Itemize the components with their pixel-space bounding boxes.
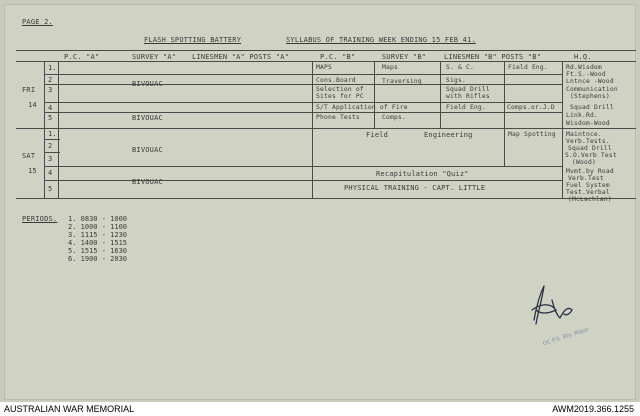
cell-sat-hq-10: (McLachlan) — [568, 196, 612, 203]
rule-sat-4 — [44, 180, 562, 181]
cell-sat-hq-8: Fuel System — [566, 182, 610, 189]
cell-sat-hq-9: Test.Verbal — [566, 189, 610, 196]
cell-linb-3b: with Rifles — [446, 93, 490, 100]
cell-posts-4: Comps.or.J.D — [507, 104, 555, 111]
slot-number: 2 — [48, 76, 53, 84]
cell-sat-hq-1: Maintnce. — [566, 131, 602, 138]
rule-col-slot — [58, 61, 59, 198]
cell-fri-bivouac-b: BIVOUAC — [132, 114, 163, 122]
cell-posts-1: Field Eng. — [508, 64, 548, 71]
cell-pcb-3b: Sites for PC — [316, 93, 364, 100]
cell-pcb-4: S/T Application of Fire — [316, 104, 408, 111]
cell-sat-hq-3: Squad Drill — [568, 145, 612, 152]
day-sat: SAT — [22, 152, 36, 160]
cell-survb-2: Traversing — [382, 78, 422, 85]
signature — [526, 280, 586, 332]
rule-sat-2 — [44, 152, 60, 153]
cell-pcb-1: MAPS — [316, 64, 332, 71]
slot-number: 4 — [48, 169, 53, 177]
cell-sat-field: Field — [366, 131, 389, 139]
slot-number: 5 — [48, 185, 53, 193]
rule-fri-1 — [44, 74, 562, 75]
rule-fri-3 — [44, 102, 562, 103]
cell-sat-bivouac-a: BIVOUAC — [132, 146, 163, 154]
header-survey-b: SURVEY "B" — [382, 53, 427, 61]
cell-hq-5: Wisdom-Wood — [566, 120, 610, 127]
period-item: 3. 1115 - 1230 — [68, 231, 128, 239]
cell-sat-pt: PHYSICAL TRAINING - CAPT. LITTLE — [344, 184, 486, 192]
rule-top — [16, 50, 636, 51]
footer-bar — [0, 402, 640, 416]
rule-sat-3 — [44, 166, 562, 167]
rule-bottom — [16, 198, 636, 199]
cell-linb-4: Field Eng. — [446, 104, 486, 111]
cell-sat-engineering: Engineering — [424, 131, 473, 139]
cell-pcb-2: Cons.Board — [316, 77, 356, 84]
cell-hq-4a: Squad Drill — [570, 104, 614, 111]
cell-sat-hq-5: (Wood) — [572, 159, 596, 166]
rule-col-posts — [504, 61, 505, 166]
cell-sat-recap: Recapitulation "Quiz" — [376, 170, 469, 178]
periods-label: PERIODS. — [22, 215, 58, 223]
day-fri-num: 14 — [28, 101, 37, 109]
header-linesmen-a: LINESMEN "A" POSTS "A" — [192, 53, 290, 61]
cell-sat-hq-2: Verb.Tests. — [566, 138, 610, 145]
cell-sat-hq-4: S.O.Verb Test — [565, 152, 617, 159]
day-fri: FRI — [22, 86, 36, 94]
cell-hq-1b: Ft.S.-Wood — [566, 71, 606, 78]
slot-number: 1. — [48, 130, 57, 138]
cell-linb-2: Sigs. — [446, 77, 466, 84]
slot-number: 2 — [48, 142, 53, 150]
footer-source: AUSTRALIAN WAR MEMORIAL — [4, 404, 135, 414]
rule-col-day — [44, 61, 45, 198]
rule-col-pcb — [312, 61, 313, 198]
cell-sat-hq-7: Verb.Test — [568, 175, 604, 182]
cell-pcb-5: Phone Tests — [316, 114, 360, 121]
rule-header — [16, 61, 636, 62]
cell-sat-bivouac-b: BIVOUAC — [132, 178, 163, 186]
header-hq: H.Q. — [574, 53, 592, 61]
page-label: PAGE 2. — [22, 18, 53, 26]
rule-fri-2 — [44, 84, 562, 85]
header-pc-a: P.C. "A" — [64, 53, 100, 61]
slot-number: 3 — [48, 155, 53, 163]
document-title: SYLLABUS OF TRAINING WEEK ENDING 15 FEB 41. — [286, 36, 476, 44]
header-linesmen-b: LINESMEN "B" POSTS "B" — [444, 53, 542, 61]
rule-sat-1 — [44, 139, 60, 140]
cell-survb-5: Comps. — [382, 114, 406, 121]
period-item: 6. 1900 - 2030 — [68, 255, 128, 263]
cell-hq-4b: Link.Rd. — [566, 112, 598, 119]
cell-pcb-3a: Selection of — [316, 86, 364, 93]
header-pc-b: P.C. "B" — [320, 53, 356, 61]
officer-stamp: OC F.S. Bty. Major — [542, 326, 590, 348]
slot-number: 1. — [48, 64, 57, 72]
battery-name: FLASH SPOTTING BATTERY — [144, 36, 242, 44]
cell-hq-3a: Communication — [566, 86, 618, 93]
period-item: 4. 1400 - 1515 — [68, 239, 128, 247]
header-survey-a: SURVEY "A" — [132, 53, 177, 61]
cell-hq-3b: (Stephens) — [570, 93, 610, 100]
cell-linb-1: S. & C. — [446, 64, 474, 71]
cell-hq-1a: Rd.Wisdom — [566, 64, 602, 71]
cell-survb-1: Maps — [382, 64, 398, 71]
rule-fri-4 — [44, 112, 562, 113]
slot-number: 3 — [48, 86, 53, 94]
slot-number: 5 — [48, 114, 53, 122]
cell-sat-hq-6: Mvmt.by Road — [566, 168, 614, 175]
period-item: 2. 1000 - 1100 — [68, 223, 128, 231]
period-item: 5. 1515 - 1630 — [68, 247, 128, 255]
rule-col-survb — [374, 61, 375, 128]
cell-sat-map-spotting: Map Spotting — [508, 131, 556, 138]
rule-col-linb — [440, 61, 441, 128]
slot-number: 4 — [48, 104, 53, 112]
footer-accession: AWM2019.366.1255 — [552, 404, 634, 414]
document-paper — [4, 4, 636, 400]
period-item: 1. 0830 - 1000 — [68, 215, 128, 223]
day-sat-num: 15 — [28, 167, 37, 175]
cell-fri-bivouac-a: BIVOUAC — [132, 80, 163, 88]
rule-day-split — [16, 128, 636, 129]
cell-linb-3a: Squad Drill — [446, 86, 490, 93]
cell-hq-2a: Lntnce -Wood — [566, 78, 614, 85]
rule-col-hq — [562, 61, 563, 198]
